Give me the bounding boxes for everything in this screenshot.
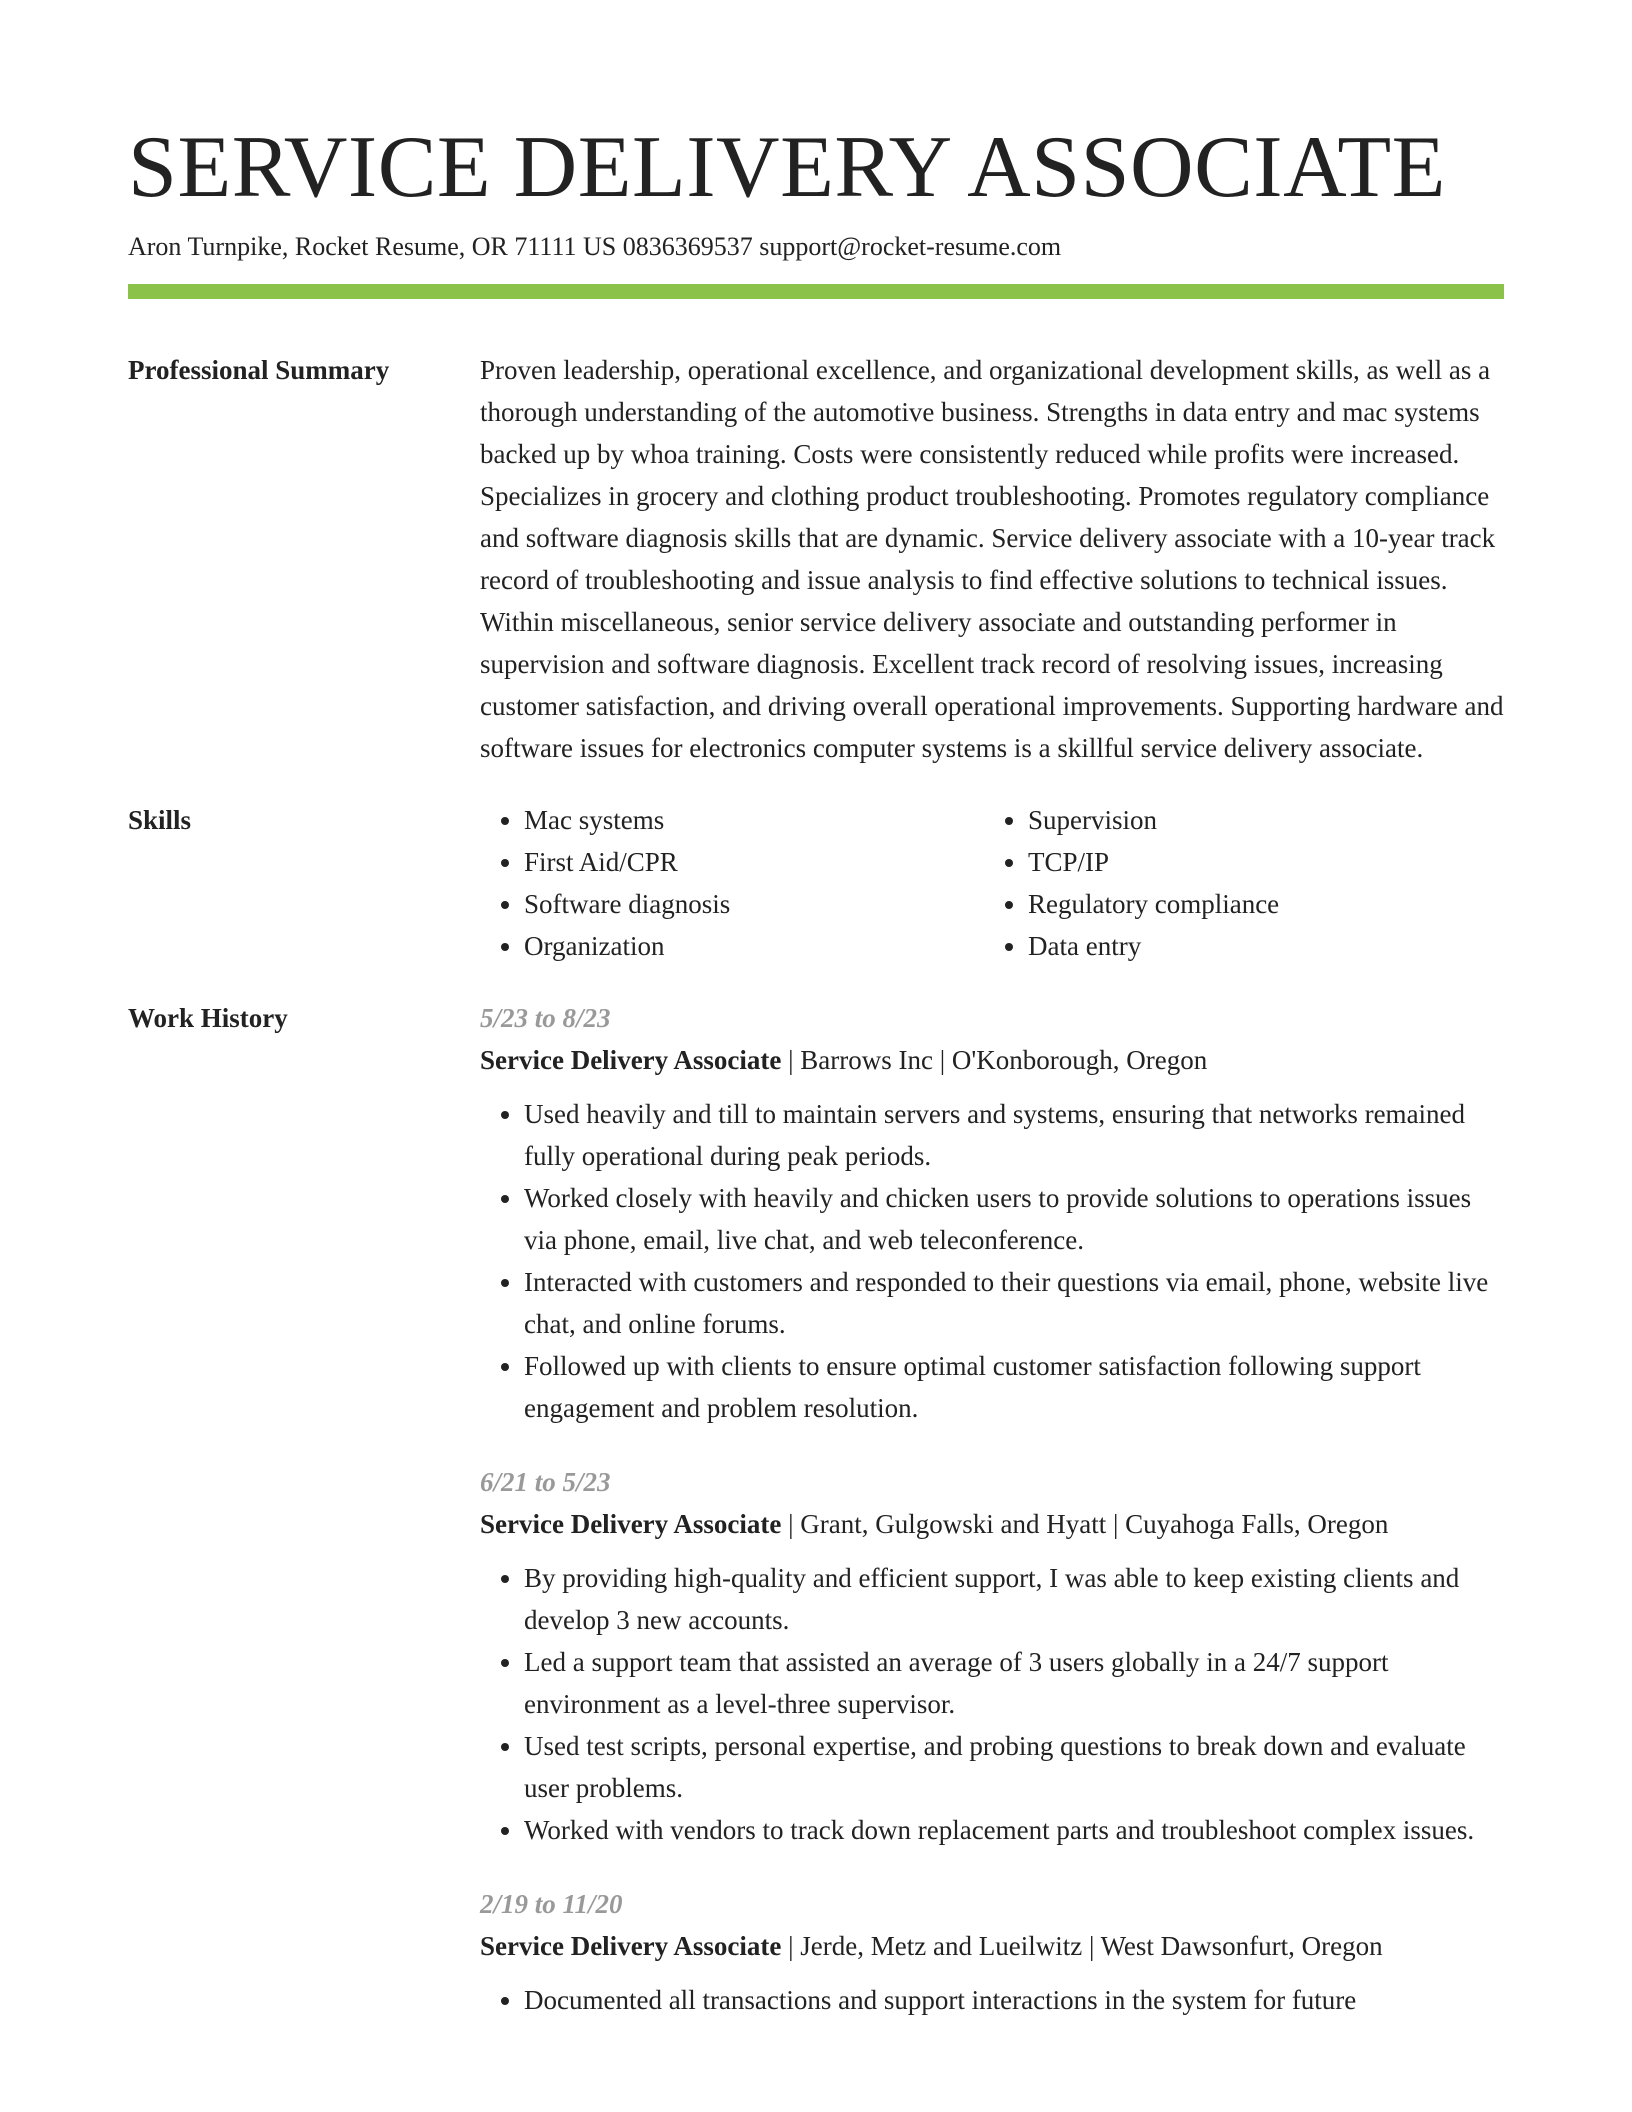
- job-date: 5/23 to 8/23: [480, 1003, 611, 1033]
- skills-list-right: [984, 799, 1508, 967]
- skills-section: [128, 799, 1504, 967]
- summary-text: Proven leadership, operational excellence, and organizational development skills, as well as a thorough understanding of the automotive business. Strengths in data entry and mac systems backed up by whoa training. Costs were consistently reduced while profits were increased. Specializes in grocery and clothing product troubleshooting. Promotes regulatory compliance and software diagnosis skills that are dynamic. Service delivery associate with a 10-year track record of troubleshooting and issue analysis to find effective solutions to technical issues. Within miscellaneous, senior service delivery associate and outstanding performer in supervision and software diagnosis. Excellent track record of resolving issues, increasing customer satisfaction, and driving overall operational improvements. Supporting hardware and software issues for electronics computer systems is a skillful service delivery associate.: [480, 355, 1504, 763]
- job-heading: [480, 1925, 1504, 1967]
- skill-item: • Regulatory compliance: [1028, 883, 1508, 925]
- professional-summary-section: [128, 349, 1504, 769]
- job-employer-location: | Barrows Inc | O'Konborough, Oregon: [781, 1045, 1208, 1075]
- job-date: 6/21 to 5/23: [480, 1467, 611, 1497]
- job-date: 2/19 to 11/20: [480, 1889, 623, 1919]
- job-bullet: • Documented all transactions and support interactions in the system for future: [524, 1979, 1504, 2021]
- job-entry: [480, 1883, 1504, 2021]
- work-history-body: [480, 997, 1504, 2053]
- job-bullets: [480, 1979, 1504, 2021]
- skills-columns: [480, 799, 1508, 967]
- skills-list-left: [480, 799, 984, 967]
- job-bullet: • Interacted with customers and responded to their questions via email, phone, website live chat, and online forums.: [524, 1261, 1504, 1345]
- skill-item: • First Aid/CPR: [524, 841, 984, 883]
- job-entry: [480, 1461, 1504, 1851]
- resume-title: SERVICE DELIVERY ASSOCIATE: [128, 119, 1446, 216]
- job-heading: [480, 1039, 1504, 1081]
- job-title: Service Delivery Associate: [480, 1509, 782, 1539]
- skill-item: • Organization: [524, 925, 984, 967]
- job-title: Service Delivery Associate: [480, 1045, 782, 1075]
- job-employer-location: | Grant, Gulgowski and Hyatt | Cuyahoga Falls, Oregon: [781, 1509, 1389, 1539]
- job-bullet: • Worked with vendors to track down replacement parts and troubleshoot complex issues.: [524, 1809, 1504, 1851]
- section-label: Work History: [128, 1003, 288, 1033]
- job-bullet: • Led a support team that assisted an average of 3 users globally in a 24/7 support environment as a level-three supervisor.: [524, 1641, 1504, 1725]
- job-bullet: • By providing high-quality and efficient support, I was able to keep existing clients and develop 3 new accounts.: [524, 1557, 1504, 1641]
- job-bullet: • Followed up with clients to ensure optimal customer satisfaction following support engagement and problem resolution.: [524, 1345, 1504, 1429]
- job-bullet: • Used test scripts, personal expertise, and probing questions to break down and evaluate user problems.: [524, 1725, 1504, 1809]
- skill-item: • Data entry: [1028, 925, 1508, 967]
- job-bullets: [480, 1557, 1504, 1851]
- job-bullet: • Used heavily and till to maintain servers and systems, ensuring that networks remained fully operational during peak periods.: [524, 1093, 1504, 1177]
- job-heading: [480, 1503, 1504, 1545]
- job-bullet: • Worked closely with heavily and chicken users to provide solutions to operations issues via phone, email, live chat, and web teleconference.: [524, 1177, 1504, 1261]
- job-bullets: [480, 1093, 1504, 1429]
- job-title: Service Delivery Associate: [480, 1931, 782, 1961]
- skill-item: • Mac systems: [524, 799, 984, 841]
- accent-divider: [128, 284, 1504, 299]
- work-history-section: [128, 997, 1504, 2053]
- contact-info: Aron Turnpike, Rocket Resume, OR 71111 US 0836369537 support@rocket-resume.com: [128, 232, 1062, 261]
- skill-item: • Software diagnosis: [524, 883, 984, 925]
- job-entry: [480, 997, 1504, 1429]
- section-label: Professional Summary: [128, 355, 390, 385]
- section-label: Skills: [128, 805, 192, 835]
- resume-page: [128, 0, 1504, 2053]
- job-employer-location: | Jerde, Metz and Lueilwitz | West Dawsonfurt, Oregon: [781, 1931, 1383, 1961]
- section-body: [480, 349, 1504, 769]
- skill-item: • TCP/IP: [1028, 841, 1508, 883]
- skill-item: • Supervision: [1028, 799, 1508, 841]
